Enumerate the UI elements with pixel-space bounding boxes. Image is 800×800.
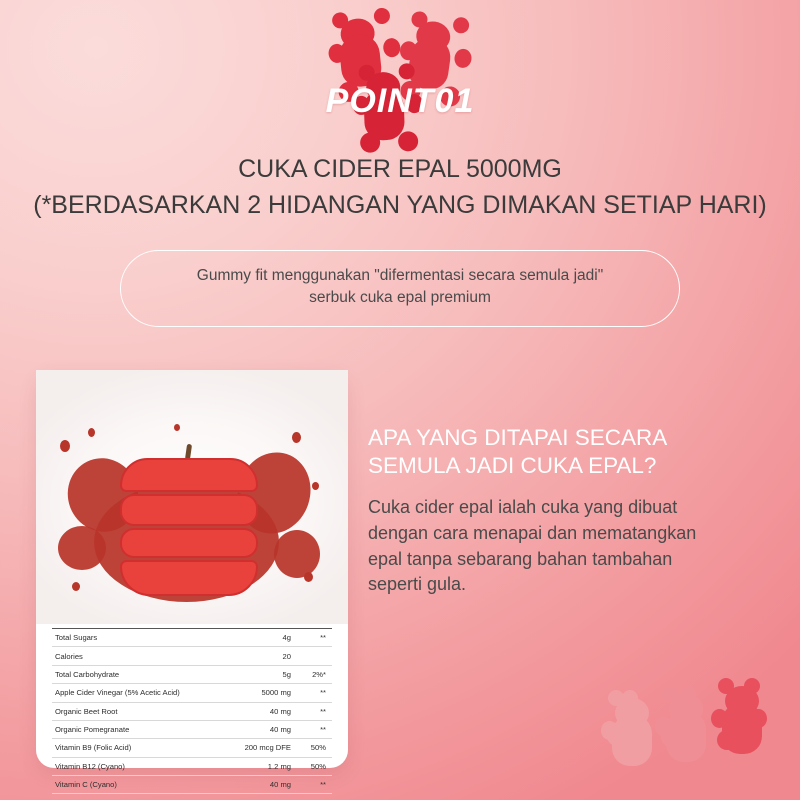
table-row — [52, 739, 332, 757]
info-body-line-3: epal tanpa sebarang bahan tambahan — [368, 548, 673, 569]
info-title-line-2: SEMULA JADI CUKA EPAL? — [368, 453, 657, 479]
page-title — [0, 152, 800, 223]
nutrient-name: Vitamin C (Cyano) — [55, 780, 117, 790]
nutrient-daily-value: 50% — [310, 743, 326, 753]
nutrient-daily-value: ** — [320, 706, 326, 716]
gummy-bear-icon — [654, 684, 704, 751]
nutrient-daily-value: ** — [320, 725, 326, 735]
sliced-apple-icon — [120, 450, 258, 598]
nutrient-daily-value: 2%* — [312, 669, 326, 679]
info-title-line-1: APA YANG DITAPAI SECARA — [368, 425, 668, 450]
nutrient-amount: 40 mg — [269, 725, 291, 735]
nutrient-amount: 40 mg — [269, 706, 291, 716]
nutrient-name: Apple Cider Vinegar (5% Acetic Acid) — [55, 688, 180, 698]
nutrient-name: Total Sugars — [55, 633, 98, 643]
subtitle-pill — [120, 250, 680, 327]
nutrient-daily-value: ** — [320, 633, 326, 643]
nutrient-amount: 40 mg — [269, 780, 291, 790]
nutrient-name: Organic Pomegranate — [55, 725, 130, 735]
table-row — [52, 776, 332, 794]
table-row — [52, 720, 332, 738]
subtitle-line-1: Gummy fit menggunakan "difermentasi secara semula jadi" — [196, 267, 604, 284]
nutrient-name: Vitamin B9 (Folic Acid) — [55, 743, 132, 753]
info-body — [368, 495, 772, 599]
info-body-line-4: seperti gula. — [368, 574, 467, 595]
info-body-line-2: dengan cara menapai dan mematangkan — [368, 522, 697, 543]
nutrient-daily-value: 50% — [310, 761, 326, 771]
info-body-line-1: Cuka cider epal ialah cuka yang dibuat — [368, 496, 678, 517]
gummy-bear-icon — [600, 688, 646, 750]
subtitle-line-2: serbuk cuka epal premium — [309, 289, 491, 307]
info-block — [368, 424, 772, 598]
nutrient-daily-value — [294, 647, 332, 665]
nutrient-daily-value: ** — [320, 688, 326, 698]
product-card — [36, 370, 348, 790]
table-row — [52, 684, 332, 702]
table-row — [52, 665, 332, 683]
nutrient-amount: 5g — [282, 669, 291, 679]
table-row — [52, 647, 332, 665]
table-row — [52, 757, 332, 775]
nutrient-name: Calories — [55, 651, 83, 661]
info-title — [368, 424, 772, 481]
nutrient-name: Vitamin B12 (Cyano) — [55, 761, 125, 771]
table-row — [52, 629, 332, 647]
nutrient-name: Organic Beet Root — [55, 706, 118, 716]
nutrition-facts-table — [52, 628, 332, 794]
nutrient-amount: 20 — [282, 651, 291, 661]
table-row — [52, 702, 332, 720]
headline-line-1: CUKA CIDER EPAL 5000MG — [238, 155, 562, 183]
nutrient-name: Total Carbohydrate — [55, 669, 120, 679]
nutrient-amount: 1.2 mg — [267, 761, 291, 771]
apple-splash-image — [36, 370, 348, 624]
nutrient-amount: 4g — [282, 633, 291, 643]
point-label: POINT01 — [325, 82, 475, 120]
nutrient-daily-value: ** — [320, 780, 326, 790]
nutrient-amount: 5000 mg — [261, 688, 291, 698]
nutrient-amount: 200 mcg DFE — [244, 743, 291, 753]
headline-line-2: (*BERDASARKAN 2 HIDANGAN YANG DIMAKAN SETIAP HARI) — [33, 190, 767, 219]
gummy-bear-icon — [710, 676, 768, 754]
